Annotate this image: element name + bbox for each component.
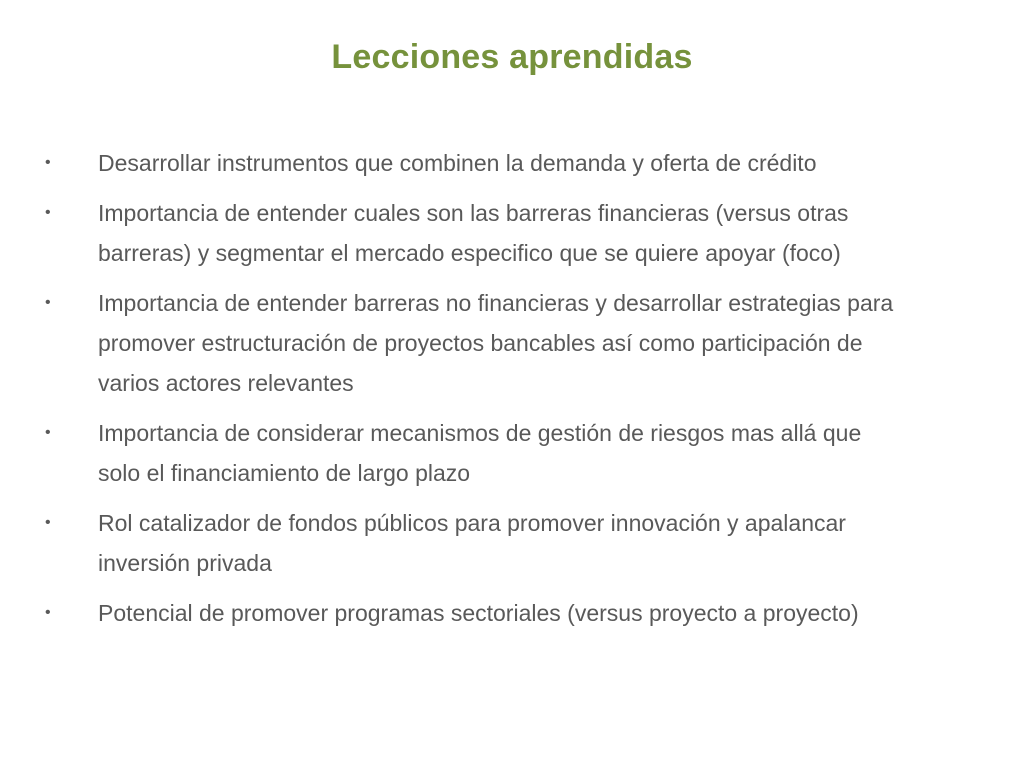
bullet-dot-icon: • — [45, 514, 51, 531]
bullet-item — [0, 193, 1024, 273]
bullet-list — [0, 143, 1024, 643]
bullet-dot-icon: • — [45, 424, 51, 441]
bullet-text-line: Rol catalizador de fondos públicos para promover innovación y apalancar — [98, 510, 846, 536]
bullet-dot-icon: • — [45, 154, 51, 171]
bullet-dot-icon: • — [45, 294, 51, 311]
bullet-text-line: Importancia de entender cuales son las barreras financieras (versus otras — [98, 200, 849, 226]
bullet-item — [0, 413, 1024, 493]
bullet-text-line: Potencial de promover programas sectoriales (versus proyecto a proyecto) — [98, 600, 859, 626]
bullet-dot-icon: • — [45, 204, 51, 221]
bullet-text-line: inversión privada — [98, 550, 272, 576]
bullet-text-line: promover estructuración de proyectos bancables así como participación de — [98, 330, 863, 356]
bullet-text-line: Desarrollar instrumentos que combinen la demanda y oferta de crédito — [98, 150, 817, 176]
bullet-dot-icon: • — [45, 604, 51, 621]
bullet-item — [0, 283, 1024, 403]
bullet-text-line: Importancia de considerar mecanismos de gestión de riesgos mas allá que — [98, 420, 862, 446]
bullet-text-line: Importancia de entender barreras no financieras y desarrollar estrategias para — [98, 290, 894, 316]
bullet-item — [0, 503, 1024, 583]
bullet-text-line: solo el financiamiento de largo plazo — [98, 460, 471, 486]
bullet-item — [0, 593, 1024, 633]
bullet-text-line: barreras) y segmentar el mercado especifico que se quiere apoyar (foco) — [98, 240, 841, 266]
slide-title: Lecciones aprendidas — [331, 38, 693, 76]
bullet-text-line: varios actores relevantes — [98, 370, 354, 396]
bullet-item — [0, 143, 1024, 183]
